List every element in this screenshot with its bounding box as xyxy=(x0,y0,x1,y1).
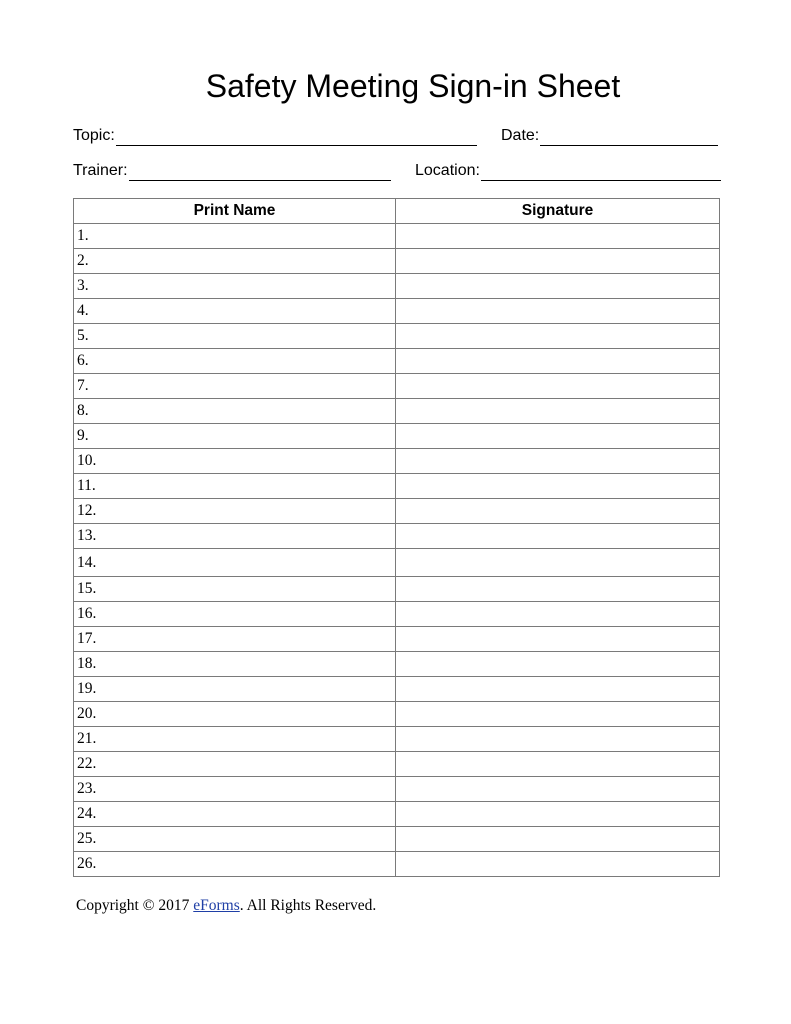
table-row xyxy=(74,424,720,449)
table-row xyxy=(74,577,720,602)
location-blank[interactable] xyxy=(481,163,721,181)
page-title: Safety Meeting Sign-in Sheet xyxy=(205,68,621,104)
copyright-footer xyxy=(76,897,376,915)
table-header-row xyxy=(74,199,720,224)
table-row xyxy=(74,374,720,399)
signature-cell[interactable] xyxy=(396,349,720,374)
print-name-cell[interactable]: 11. xyxy=(74,474,396,499)
signature-cell[interactable] xyxy=(396,652,720,677)
print-name-cell[interactable]: 18. xyxy=(74,652,396,677)
signature-header: Signature xyxy=(396,199,720,224)
signature-cell[interactable] xyxy=(396,274,720,299)
signature-cell[interactable] xyxy=(396,499,720,524)
print-name-cell[interactable]: 16. xyxy=(74,602,396,627)
table-row xyxy=(74,324,720,349)
location-label: Location: xyxy=(415,162,480,179)
signature-cell[interactable] xyxy=(396,627,720,652)
table-row xyxy=(74,652,720,677)
print-name-cell[interactable]: 2. xyxy=(74,249,396,274)
table-row xyxy=(74,274,720,299)
date-blank[interactable] xyxy=(540,128,718,146)
table-row xyxy=(74,349,720,374)
signature-cell[interactable] xyxy=(396,324,720,349)
table-row xyxy=(74,299,720,324)
print-name-cell[interactable]: 25. xyxy=(74,827,396,852)
topic-blank[interactable] xyxy=(116,128,477,146)
signature-cell[interactable] xyxy=(396,299,720,324)
table-row xyxy=(74,852,720,877)
table-row xyxy=(74,249,720,274)
signature-cell[interactable] xyxy=(396,752,720,777)
table-row xyxy=(74,224,720,249)
table-row xyxy=(74,702,720,727)
signature-cell[interactable] xyxy=(396,424,720,449)
trainer-label: Trainer: xyxy=(73,162,128,179)
table-row xyxy=(74,399,720,424)
signature-cell[interactable] xyxy=(396,549,720,577)
table-row xyxy=(74,677,720,702)
table-row xyxy=(74,727,720,752)
print-name-cell[interactable]: 1. xyxy=(74,224,396,249)
signature-cell[interactable] xyxy=(396,474,720,499)
table-row xyxy=(74,752,720,777)
copyright-suffix: . All Rights Reserved. xyxy=(239,897,377,914)
topic-label: Topic: xyxy=(73,127,115,144)
signature-cell[interactable] xyxy=(396,702,720,727)
signature-cell[interactable] xyxy=(396,777,720,802)
print-name-cell[interactable]: 12. xyxy=(74,499,396,524)
print-name-header: Print Name xyxy=(74,199,396,224)
table-body xyxy=(74,224,720,877)
print-name-cell[interactable]: 8. xyxy=(74,399,396,424)
signature-cell[interactable] xyxy=(396,249,720,274)
print-name-cell[interactable]: 10. xyxy=(74,449,396,474)
signature-cell[interactable] xyxy=(396,577,720,602)
signature-cell[interactable] xyxy=(396,677,720,702)
signature-cell[interactable] xyxy=(396,852,720,877)
print-name-cell[interactable]: 17. xyxy=(74,627,396,652)
signature-cell[interactable] xyxy=(396,827,720,852)
print-name-cell[interactable]: 15. xyxy=(74,577,396,602)
table-row xyxy=(74,449,720,474)
signature-cell[interactable] xyxy=(396,374,720,399)
table-row xyxy=(74,802,720,827)
print-name-cell[interactable]: 26. xyxy=(74,852,396,877)
print-name-cell[interactable]: 7. xyxy=(74,374,396,399)
print-name-cell[interactable]: 21. xyxy=(74,727,396,752)
signin-table xyxy=(73,198,720,877)
table-row xyxy=(74,474,720,499)
print-name-cell[interactable]: 9. xyxy=(74,424,396,449)
eforms-link[interactable]: eForms xyxy=(193,897,240,914)
print-name-cell[interactable]: 19. xyxy=(74,677,396,702)
print-name-cell[interactable]: 22. xyxy=(74,752,396,777)
signature-cell[interactable] xyxy=(396,727,720,752)
print-name-cell[interactable]: 5. xyxy=(74,324,396,349)
table-row xyxy=(74,777,720,802)
print-name-cell[interactable]: 23. xyxy=(74,777,396,802)
signature-cell[interactable] xyxy=(396,524,720,549)
print-name-cell[interactable]: 13. xyxy=(74,524,396,549)
table-row xyxy=(74,827,720,852)
copyright-prefix: Copyright © 2017 xyxy=(76,897,194,914)
location-field[interactable] xyxy=(415,161,721,181)
date-field[interactable] xyxy=(501,126,718,146)
table-row xyxy=(74,602,720,627)
date-label: Date: xyxy=(501,127,540,144)
trainer-blank[interactable] xyxy=(129,163,391,181)
print-name-cell[interactable]: 4. xyxy=(74,299,396,324)
print-name-cell[interactable]: 24. xyxy=(74,802,396,827)
table-row xyxy=(74,524,720,549)
print-name-cell[interactable]: 6. xyxy=(74,349,396,374)
table-row xyxy=(74,499,720,524)
trainer-field[interactable] xyxy=(73,161,391,181)
print-name-cell[interactable]: 14. xyxy=(74,549,396,577)
print-name-cell[interactable]: 3. xyxy=(74,274,396,299)
table-row xyxy=(74,549,720,577)
signature-cell[interactable] xyxy=(396,802,720,827)
signature-cell[interactable] xyxy=(396,399,720,424)
signature-cell[interactable] xyxy=(396,449,720,474)
signature-cell[interactable] xyxy=(396,602,720,627)
signature-cell[interactable] xyxy=(396,224,720,249)
table-row xyxy=(74,627,720,652)
print-name-cell[interactable]: 20. xyxy=(74,702,396,727)
topic-field[interactable] xyxy=(73,126,477,146)
